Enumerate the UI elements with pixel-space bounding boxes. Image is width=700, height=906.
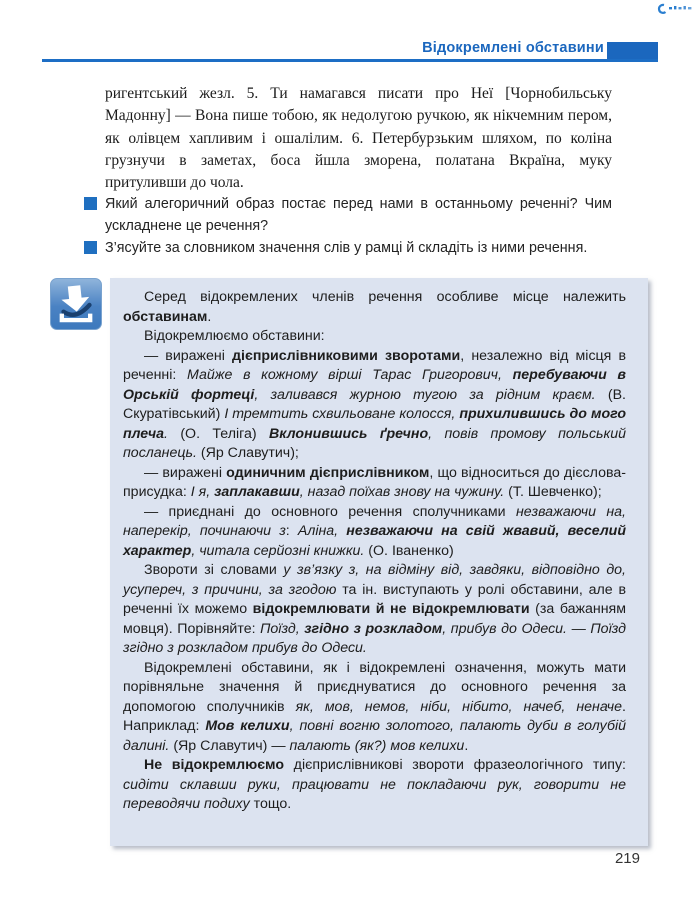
text-segment: (В. Скуратівський) xyxy=(123,386,626,422)
theory-paragraph xyxy=(123,347,626,464)
publisher-logo-icon xyxy=(656,2,696,15)
text-segment: : xyxy=(285,523,298,539)
text-segment: Поїзд, xyxy=(260,620,305,637)
question-item xyxy=(105,194,612,237)
text-segment: незважаючи на свій жвавий, веселий характер xyxy=(123,523,627,559)
text-segment: , незалежно від місця в реченні: xyxy=(123,347,626,383)
text-segment: як, мов, немов, ніби, нібито, начеб, неначе xyxy=(295,698,623,715)
header-accent-bar xyxy=(607,42,658,60)
text-segment: — виражені xyxy=(144,347,233,364)
text-segment: І тремтить схвильоване колосся, xyxy=(224,406,460,422)
text-segment: (О. Іваненко) xyxy=(364,542,454,559)
text-segment: (Яр Славутич); xyxy=(196,445,299,461)
page-number: 219 xyxy=(614,850,640,867)
theory-paragraph xyxy=(123,288,626,327)
text-segment: одиничним дієприслівником xyxy=(226,464,430,481)
text-segment: заплакавши xyxy=(214,484,300,500)
text-segment: , прибув до Одеси. xyxy=(442,620,568,637)
question-text: З’ясуйте за словником значення слів у рамці й складіть із ними речення. xyxy=(105,240,588,256)
text-segment: Відокремлені обставини, як і відокремлені означення, можуть мати порівняльне значення й приєднуватися до основного речення за допомогою сполучників xyxy=(123,659,626,715)
text-segment: (Яр Славутич) — xyxy=(169,737,290,754)
text-segment: Звороти зі словами xyxy=(144,562,284,578)
theory-paragraph xyxy=(123,756,626,815)
text-segment: . xyxy=(464,737,469,754)
text-segment: сидіти склавши руки, працювати не покладаючи рук, говорити не переводячи подиху xyxy=(123,776,626,812)
text-segment: Відокремлюємо обставини: xyxy=(144,328,325,344)
text-segment: , що відноситься до дієслова-присудка: xyxy=(123,464,627,500)
theory-paragraph xyxy=(123,464,626,503)
bullet-square-icon xyxy=(84,197,97,210)
text-segment: . Наприклад: xyxy=(123,698,626,734)
text-segment: . xyxy=(164,425,168,442)
text-segment: , читала серйозні книжки. xyxy=(191,542,365,559)
text-segment: тощо. xyxy=(249,796,292,812)
text-segment: Майже в кожному вірші Тарас Григорович, xyxy=(187,367,513,383)
text-segment: перебуваючи в Орській фортеці xyxy=(123,367,627,403)
text-segment: , заливався журною тугою за рідним краєм. xyxy=(254,386,596,403)
bullet-square-icon xyxy=(84,241,97,254)
question-item xyxy=(105,238,612,260)
text-segment: Мов келихи xyxy=(205,718,290,734)
text-segment: І я, xyxy=(190,484,215,500)
exercise-text: ригентський жезл. 5. Ти намагався писати про Неї [Чорнобильську Мадонну] — Вона пише тобою, як недолугою ручкою, як нікчемним пером, як олівцем хапливим і ошалілим. 6. Петербурзьким шляхом, по коліна грузнучи в заметах, боса йшла зморена, полатана Вкраїна, муку притуливши до чола. xyxy=(105,85,612,192)
text-segment: відокремлювати й не відокремлювати xyxy=(252,601,530,617)
text-segment: Поїзд згідно з розкладом прибув до Одеси. xyxy=(123,620,627,656)
text-segment: палають (як?) мов келихи xyxy=(289,737,465,754)
text-segment: — приєднані до основного речення сполучниками xyxy=(144,503,516,520)
text-segment: у зв’язку з, на відміну від, завдяки, відповідно до, усупереч, з причини, за згодою xyxy=(123,562,626,598)
text-segment: , назад поїхав знову на чужину. xyxy=(299,484,505,500)
theory-paragraph xyxy=(123,503,626,562)
text-segment: Вклонившись ґречно xyxy=(268,425,429,442)
text-segment: згідно з розкладом xyxy=(304,620,443,637)
text-segment: Не відокремлюємо xyxy=(144,757,285,773)
question-text: Який алегоричний образ постає перед нами в останньому реченні? Чим ускладнене це речення? xyxy=(105,196,612,234)
text-segment: (О. Теліга) xyxy=(167,425,269,442)
text-segment: , повів промову польський посланець. xyxy=(123,425,626,461)
theory-paragraph xyxy=(123,659,626,757)
text-segment: Серед відокремлених членів речення особливе місце належить xyxy=(144,289,626,305)
text-segment: прихилившись до мого плеча xyxy=(123,406,626,442)
text-segment: , повні вогню золотого, палають дуби в голубій далині. xyxy=(123,718,626,754)
text-segment: дієприслівниковими зворотами xyxy=(232,347,461,364)
theory-box xyxy=(110,278,648,846)
text-segment: . xyxy=(207,308,212,325)
text-segment: Аліна, xyxy=(297,523,347,539)
text-segment: — виражені xyxy=(144,464,227,481)
text-segment: та ін. виступають у ролі обставини, але в реченні їх можемо xyxy=(123,581,626,617)
download-icon xyxy=(50,278,102,330)
text-segment: (Т. Шевченко); xyxy=(504,484,602,500)
section-title: Відокремлені обставини xyxy=(422,40,604,56)
theory-paragraph xyxy=(123,561,626,659)
text-segment: — xyxy=(567,620,591,637)
theory-paragraph xyxy=(123,327,626,347)
text-segment: незважаючи на, наперекір, починаючи з xyxy=(123,503,626,539)
text-segment: дієприслівникові звороти фразеологічного типу: xyxy=(284,757,626,773)
header-rule xyxy=(42,59,658,62)
text-segment: (за бажанням мовця). Порівняйте: xyxy=(123,601,626,637)
text-segment: обставинам xyxy=(123,308,208,325)
